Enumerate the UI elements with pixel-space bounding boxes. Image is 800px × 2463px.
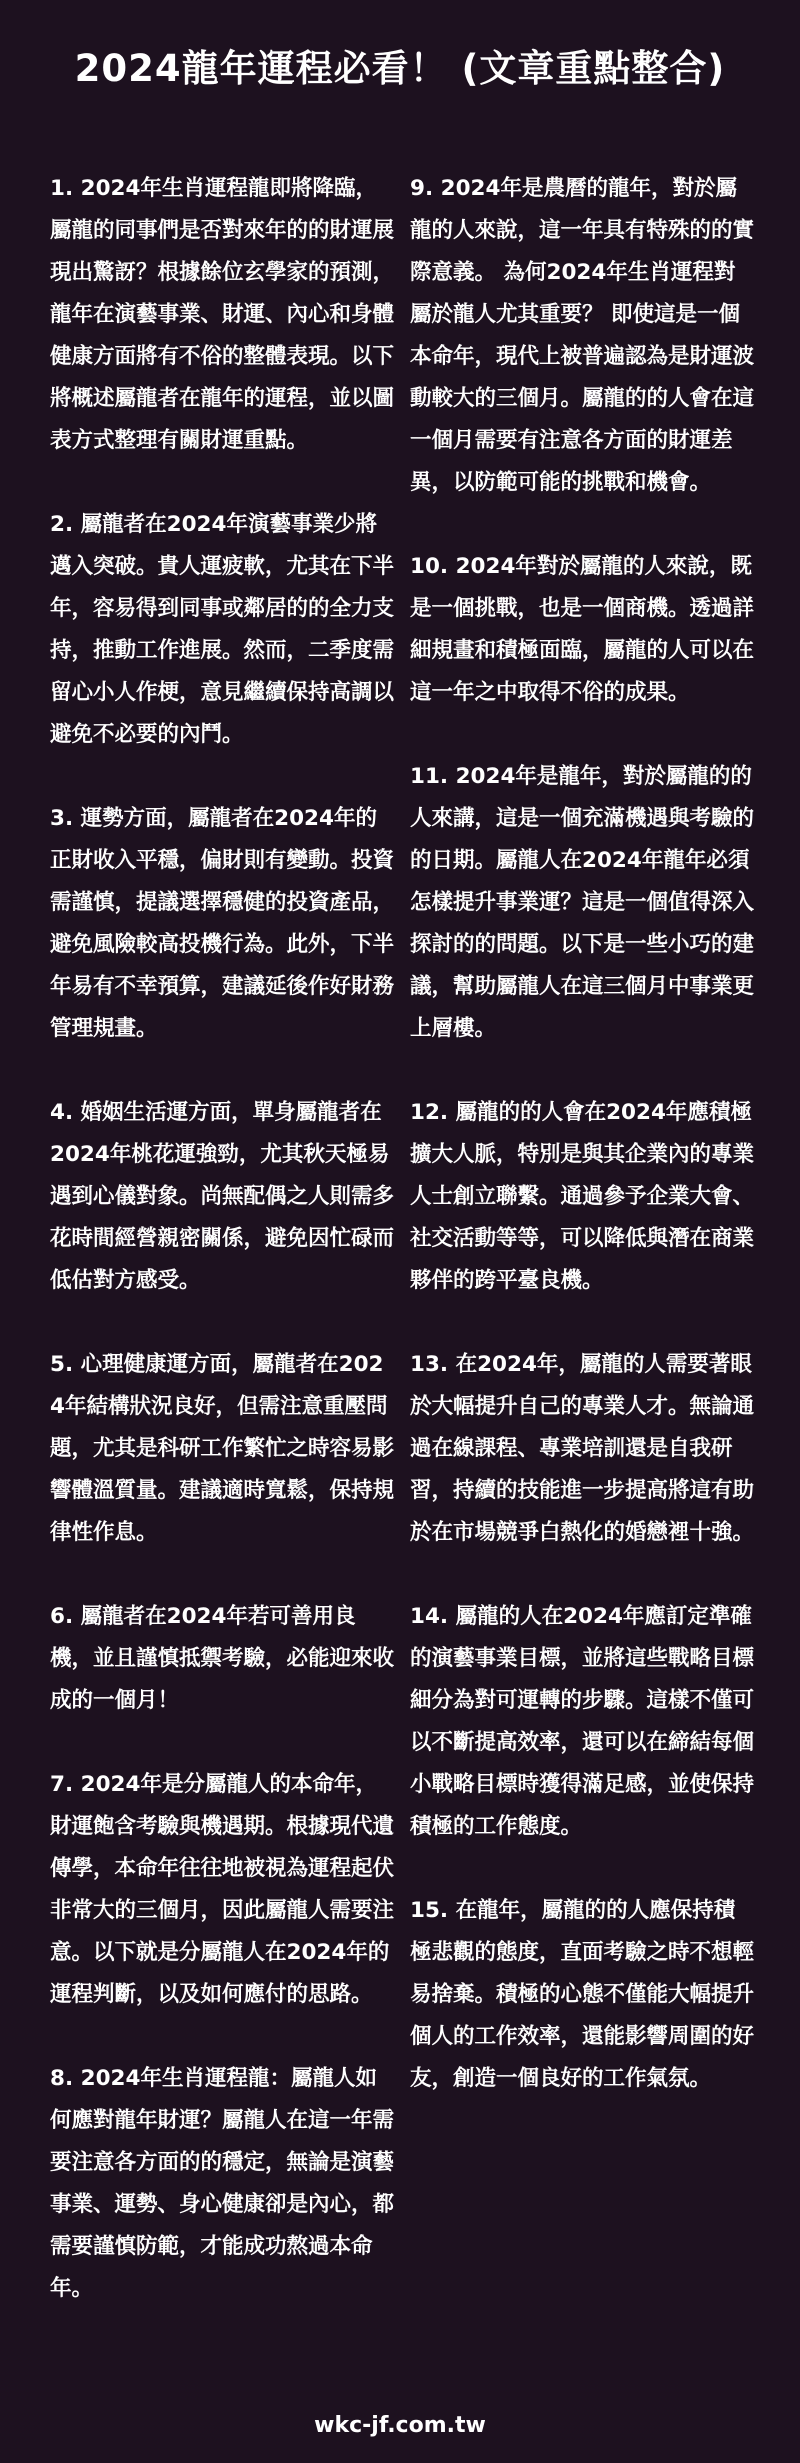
article-paragraph-13: 13. 在2024年，屬龍的人需要著眼於大幅提升自己的專業人才。無論通過在線課程、專業培訓還是自我研習，持續的技能進一步提高將這有助於在市場競爭白熱化的婚戀裡十強。 [410, 1352, 755, 1545]
article-paragraph-5: 5. 心理健康運方面，屬龍者在2024年結構狀況良好，但需注意重壓問題，尤其是科研工作繁忙之時容易影響體溫質量。建議適時寬鬆，保持規律性作息。 [50, 1352, 395, 1545]
article-paragraph-8: 8. 2024年生肖運程龍：屬龍人如何應對龍年財運？屬龍人在這一年需要注意各方面的的穩定，無論是演藝事業、運勢、身心健康卻是內心，都需要謹慎防範，才能成功熬過本命年。 [50, 2066, 395, 2301]
article-paragraph-6: 6. 屬龍者在2024年若可善用良機，並且謹慎抵禦考驗，必能迎來收成的一個月！ [50, 1604, 395, 1713]
article-paragraph-12: 12. 屬龍的的人會在2024年應積極擴大人脈，特別是與其企業內的專業人士創立聯繫。通過參予企業大會、社交活動等等，可以降低與潛在商業夥伴的跨平臺良機。 [410, 1100, 755, 1293]
right-column [410, 168, 756, 2142]
article-paragraph-15: 15. 在龍年，屬龍的的人應保持積極悲觀的態度，直面考驗之時不想輕易捨棄。積極的心態不僅能大幅提升個人的工作效率，還能影響周圍的好友，創造一個良好的工作氣氛。 [410, 1898, 755, 2091]
page-title: 2024龍年運程必看！ (文章重點整合) [74, 47, 726, 90]
article-paragraph-2: 2. 屬龍者在2024年演藝事業少將邁入突破。貴人運疲軟，尤其在下半年，容易得到同事或鄰居的的全力支持，推動工作進展。然而，二季度需留心小人作梗，意見繼續保持高調以避免不必要的內鬥。 [50, 512, 395, 747]
left-column [50, 168, 396, 2352]
article-paragraph-9: 9. 2024年是農曆的龍年，對於屬龍的人來說，這一年具有特殊的的實際意義。 為何2024年生肖運程對屬於龍人尤其重要？ 即使這是一個本命年，現代上被普遍認為是財運波動較大的三個月。屬龍的的人會在這一個月需要有注意各方面的財運差異，以防範可能的挑戰和機會。 [410, 176, 755, 495]
site-url-footer: wkc-jf.com.tw [314, 2413, 486, 2438]
article-paragraph-1: 1. 2024年生肖運程龍即將降臨，屬龍的同事們是否對來年的的財運展現出驚訝？根據餘位玄學家的預測，龍年在演藝事業、財運、內心和身體健康方面將有不俗的整體表現。以下將概述屬龍者在龍年的運程，並以圖表方式整理有關財運重點。 [50, 176, 395, 453]
article-paragraph-4: 4. 婚姻生活運方面，單身屬龍者在2024年桃花運強勁，尤其秋天極易遇到心儀對象。尚無配偶之人則需多花時間經營親密關係，避免因忙碌而低估對方感受。 [50, 1100, 395, 1293]
article-paragraph-11: 11. 2024年是龍年，對於屬龍的的人來講，這是一個充滿機遇與考驗的的日期。屬龍人在2024年龍年必須怎樣提升事業運？這是一個值得深入探討的的問題。以下是一些小巧的建議，幫助屬龍人在這三個月中事業更上層樓。 [410, 764, 755, 1041]
article-paragraph-7: 7. 2024年是分屬龍人的本命年，財運飽含考驗與機遇期。根據現代遺傳學，本命年往往地被視為運程起伏非常大的三個月，因此屬龍人需要注意。以下就是分屬龍人在2024年的運程判斷，以及如何應付的思路。 [50, 1772, 395, 2007]
article-paragraph-10: 10. 2024年對於屬龍的人來說，既是一個挑戰，也是一個商機。透過詳細規畫和積極面臨，屬龍的人可以在這一年之中取得不俗的成果。 [410, 554, 755, 705]
article-paragraph-3: 3. 運勢方面，屬龍者在2024年的正財收入平穩，偏財則有變動。投資需謹慎，提議選擇穩健的投資產品，避免風險較高投機行為。此外，下半年易有不幸預算，建議延後作好財務管理規畫。 [50, 806, 395, 1041]
article-paragraph-14: 14. 屬龍的人在2024年應訂定準確的演藝事業目標，並將這些戰略目標細分為對可運轉的步驟。這樣不僅可以不斷提高效率，還可以在締結每個小戰略目標時獲得滿足感，並使保持積極的工作態度。 [410, 1604, 755, 1839]
